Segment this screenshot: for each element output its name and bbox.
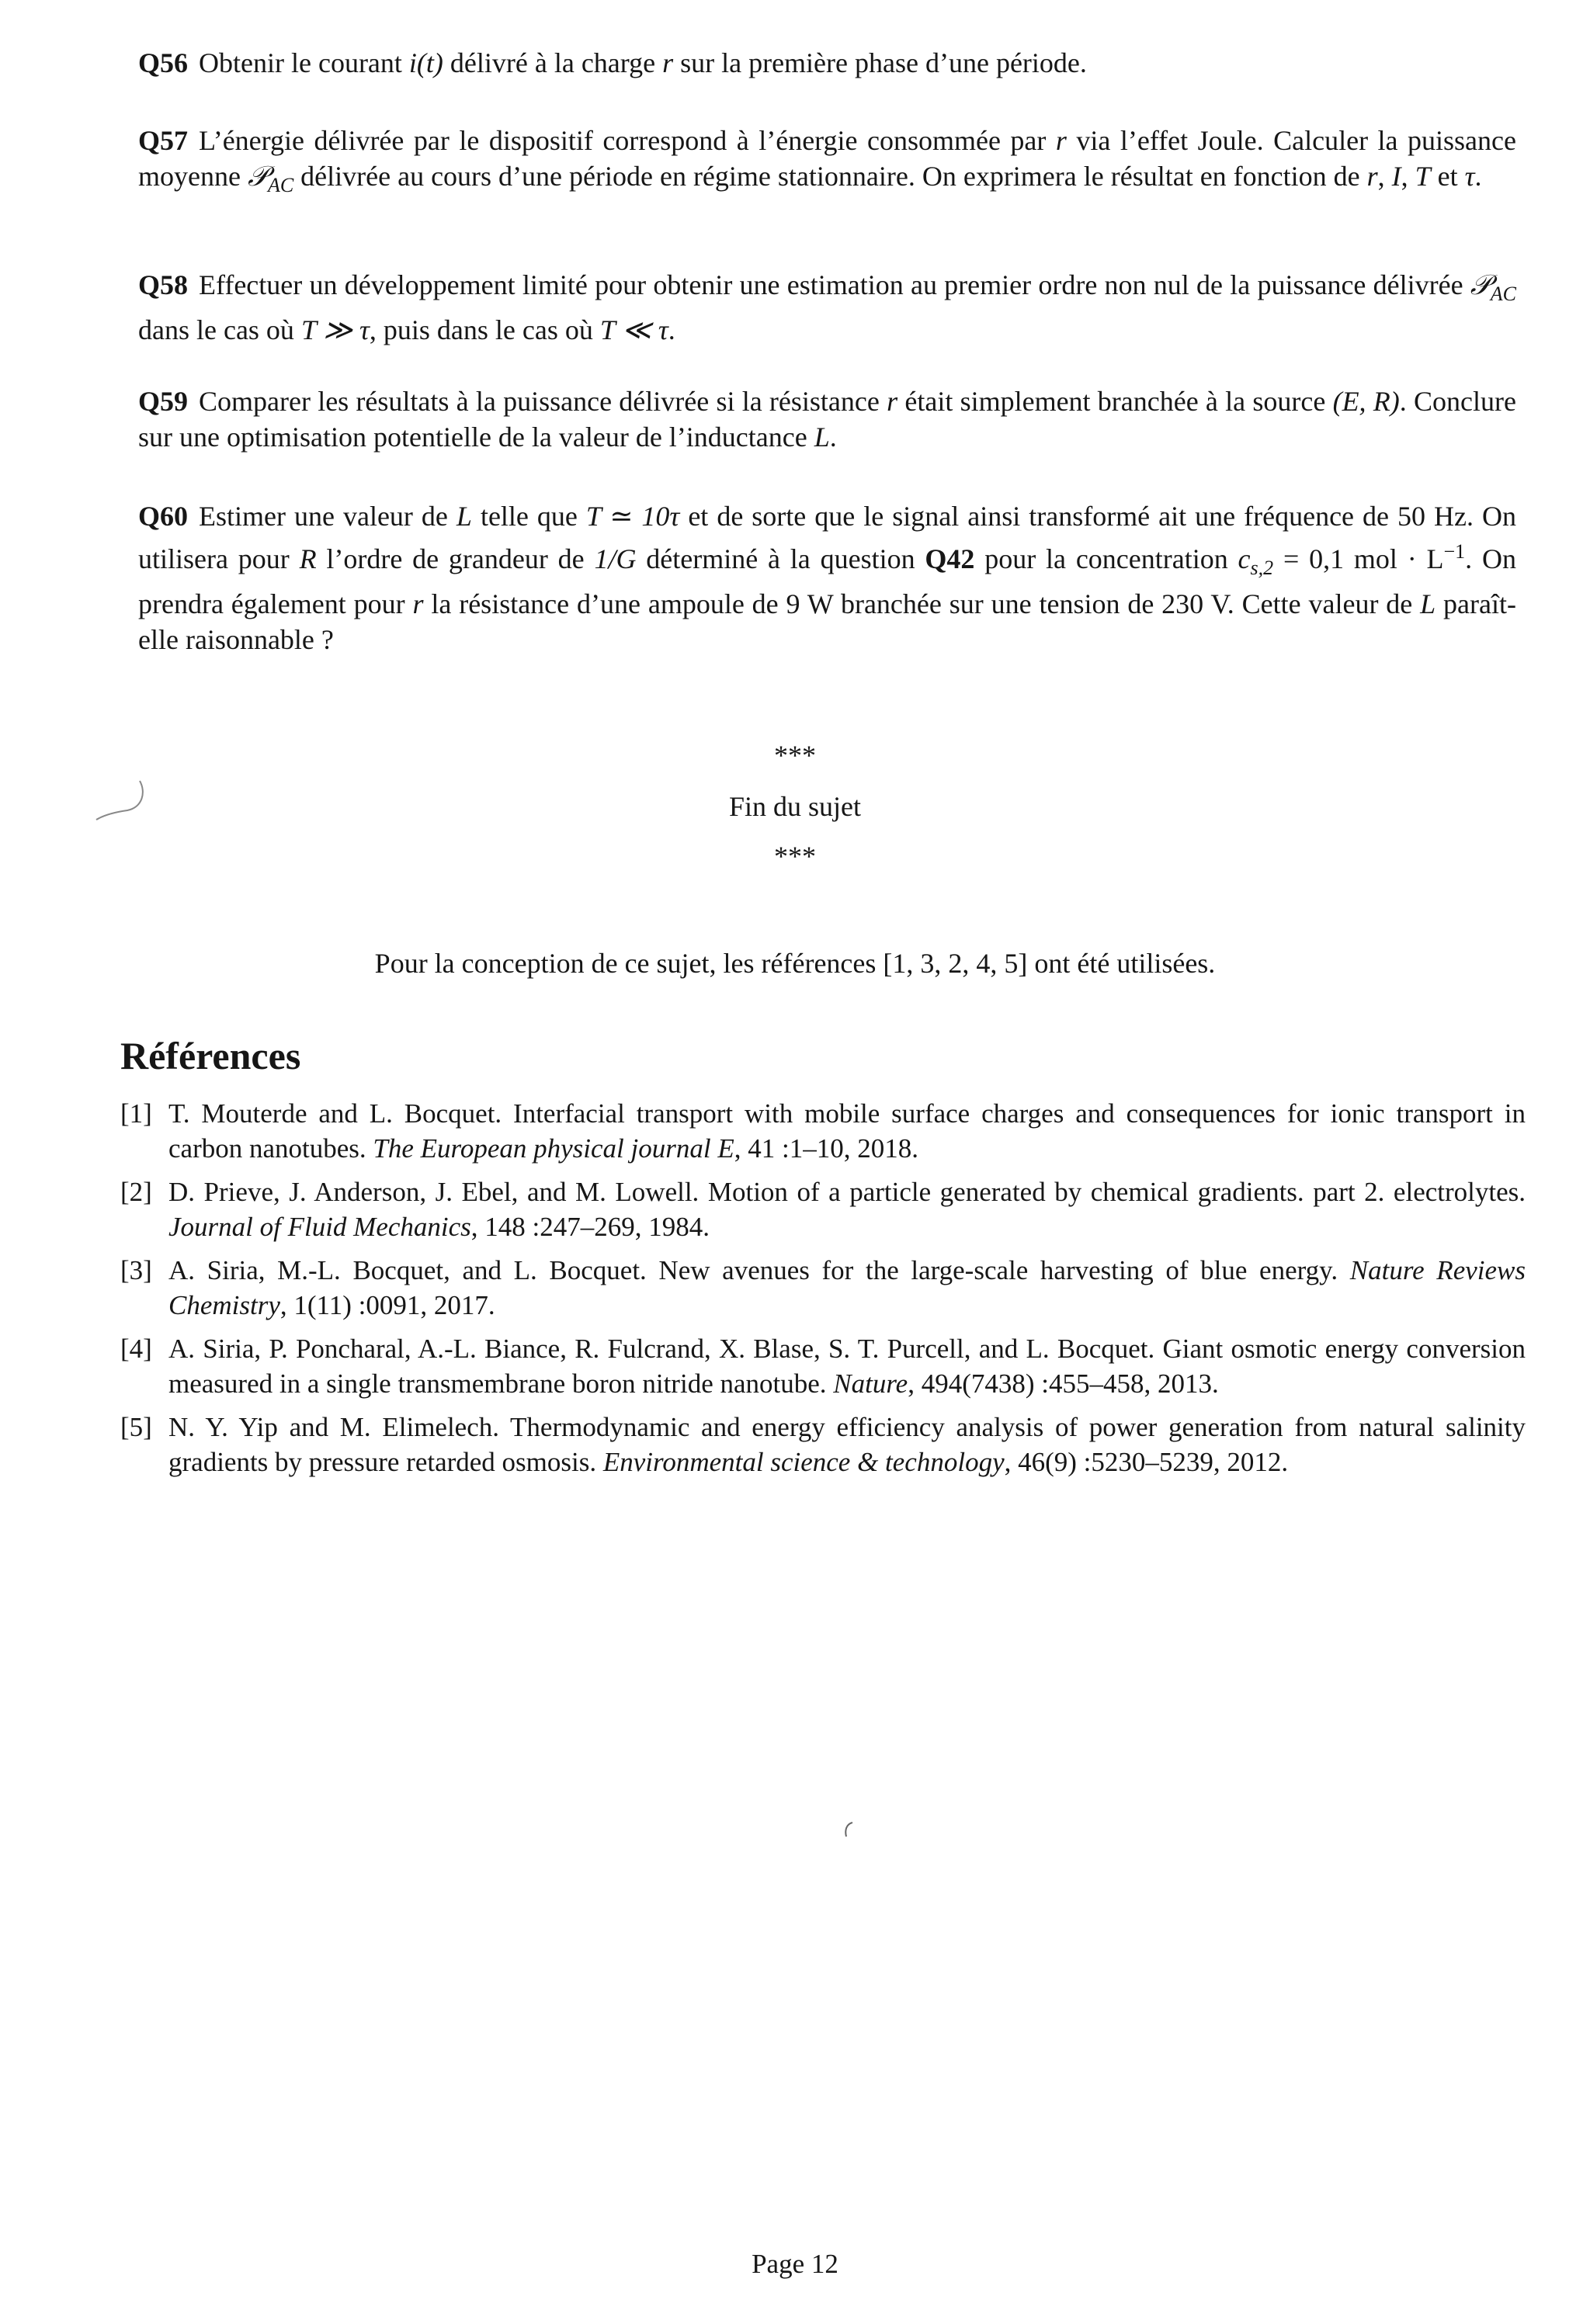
- math-symbol: i(t): [408, 47, 443, 78]
- math-symbol: T ≃ 10τ: [585, 501, 680, 532]
- math-superscript: −1: [1443, 540, 1466, 563]
- reference-text: [168, 1253, 1526, 1323]
- reference-number: [2]: [120, 1177, 152, 1207]
- reference-number: [5]: [120, 1412, 152, 1442]
- question-q57: [138, 123, 1516, 203]
- math-symbol: r: [662, 47, 674, 78]
- reference-item: [120, 1410, 1526, 1479]
- pen-mark: [838, 1818, 862, 1841]
- text-run: et de sorte que le signal ainsi transformé ait une fréquence de 50 Hz. On utilisera pour: [138, 501, 1516, 574]
- math-symbol: L: [814, 421, 830, 453]
- reference-item: [120, 1096, 1526, 1166]
- reference-authors-title: D. Prieve, J. Anderson, J. Ebel, and M. Lowell. Motion of a particle generated by chemical gradients. part 2. electrolytes.: [168, 1177, 1526, 1207]
- math-symbol: T ≪ τ: [599, 314, 668, 346]
- text-run: ,: [1401, 161, 1415, 192]
- question-q56: [138, 45, 1516, 81]
- question-number: Q60: [138, 501, 189, 532]
- text-run: ,: [1377, 161, 1392, 192]
- question-reference: Q42: [925, 543, 975, 574]
- text-run: déterminé à la question: [636, 543, 925, 574]
- question-text: [138, 501, 1516, 655]
- question-q58: [138, 267, 1516, 348]
- end-text: Fin du sujet: [728, 791, 861, 822]
- text-run: dans le cas où: [138, 314, 301, 346]
- page-number: Page 12: [752, 2249, 838, 2279]
- math-symbol: T: [1415, 161, 1431, 192]
- text-run: Comparer les résultats à la puissance délivrée si la résistance: [199, 386, 887, 417]
- reference-item: [120, 1253, 1526, 1323]
- text-run: Obtenir le courant: [199, 47, 409, 78]
- math-symbol: 𝒫: [247, 161, 268, 192]
- text-run: via l’effet Joule. Calculer la puissance moyenne: [138, 125, 1516, 192]
- math-symbol: I: [1391, 161, 1401, 192]
- text-run: et: [1430, 161, 1465, 192]
- text-run: délivrée au cours d’une période en régime stationnaire. On exprimera le résultat en fonction de: [293, 161, 1367, 192]
- reference-authors-title: A. Siria, P. Poncharal, A.-L. Biance, R. Fulcrand, X. Blase, S. T. Purcell, and L. Bocquet. Giant osmotic energy conversion measured in a single transmembrane boron nitride nanotube.: [168, 1334, 1526, 1399]
- reference-number: [4]: [120, 1334, 152, 1364]
- reference-details: , 1(11) :0091, 2017.: [279, 1290, 495, 1320]
- math-symbol: r: [887, 386, 898, 417]
- question-text: [138, 386, 1516, 453]
- math-subscript: AC: [267, 174, 294, 197]
- question-q59: [138, 383, 1516, 455]
- text-run: la résistance d’une ampoule de 9 W branchée sur une tension de 230 V. Cette valeur de: [423, 588, 1421, 620]
- text-run: Effectuer un développement limité pour obtenir une estimation au premier ordre non nul de la puissance délivrée: [199, 269, 1470, 300]
- text-run: .: [829, 421, 837, 453]
- math-symbol: τ: [1464, 161, 1475, 192]
- math-symbol: r: [1055, 125, 1067, 156]
- math-symbol: R: [299, 543, 317, 574]
- references-list: [120, 1096, 1526, 1488]
- reference-details: , 46(9) :5230–5239, 2012.: [1004, 1447, 1289, 1477]
- references-title: Références: [120, 1034, 301, 1077]
- reference-item: [120, 1174, 1526, 1244]
- math-subscript: AC: [1490, 283, 1516, 306]
- text-run: Estimer une valeur de: [199, 501, 457, 532]
- reference-text: [168, 1096, 1526, 1166]
- reference-details: , 148 :247–269, 1984.: [470, 1212, 710, 1242]
- text-run: L’énergie délivrée par le dispositif correspond à l’énergie consommée par: [199, 125, 1056, 156]
- math-symbol: c: [1238, 543, 1251, 574]
- reference-venue: The European physical journal E: [373, 1133, 734, 1164]
- reference-venue: Environmental science & technology: [602, 1447, 1005, 1477]
- math-symbol: T ≫ τ: [300, 314, 370, 346]
- text-run: paraît-elle raisonnable ?: [138, 588, 1516, 656]
- reference-item: [120, 1331, 1526, 1401]
- question-text: [138, 125, 1516, 197]
- references-note: Pour la conception de ce sujet, les références [1, 3, 2, 4, 5] ont été utilisées.: [374, 948, 1216, 979]
- math-symbol: 𝒫: [1470, 269, 1491, 300]
- pen-mark: [92, 776, 154, 831]
- reference-details: , 494(7438) :455–458, 2013.: [908, 1368, 1219, 1399]
- text-run: délivré à la charge: [443, 47, 663, 78]
- math-symbol: L: [456, 501, 472, 532]
- reference-text: [168, 1331, 1526, 1401]
- text-run: l’ordre de grandeur de: [316, 543, 595, 574]
- reference-venue: Journal of Fluid Mechanics: [168, 1212, 471, 1242]
- reference-text: [168, 1410, 1526, 1479]
- reference-number: [1]: [120, 1098, 152, 1129]
- reference-authors-title: A. Siria, M.-L. Bocquet, and L. Bocquet. New avenues for the large-scale harvesting of blue energy.: [168, 1255, 1350, 1285]
- text-run: .: [668, 314, 675, 346]
- question-number: Q58: [138, 269, 189, 300]
- text-run: était simplement branchée à la source: [897, 386, 1333, 417]
- reference-text: [168, 1174, 1526, 1244]
- math-symbol: r: [1366, 161, 1378, 192]
- question-text: [138, 269, 1516, 345]
- question-number: Q59: [138, 386, 189, 417]
- reference-authors-title: N. Y. Yip and M. Elimelech. Thermodynamic and energy efficiency analysis of power generation from natural salinity gradients by pressure retarded osmosis.: [168, 1412, 1526, 1477]
- question-q60: [138, 498, 1516, 657]
- text-run: . Conclure sur une optimisation potentielle de la valeur de l’inductance: [138, 386, 1516, 453]
- math-symbol: (E, R): [1332, 386, 1400, 417]
- text-run: . On prendra également pour: [138, 543, 1516, 620]
- reference-venue: Nature Reviews Chemistry: [168, 1255, 1526, 1320]
- question-number: Q57: [138, 125, 189, 156]
- reference-venue: Nature: [833, 1368, 908, 1399]
- reference-authors-title: T. Mouterde and L. Bocquet. Interfacial transport with mobile surface charges and consequences for ionic transport in carbon nanotubes.: [168, 1098, 1526, 1164]
- text-run: , puis dans le cas où: [369, 314, 600, 346]
- math-symbol: L: [1420, 588, 1436, 620]
- question-number: Q56: [138, 47, 189, 78]
- math-symbol: 1/G: [594, 543, 637, 574]
- separator-bottom: ***: [774, 841, 816, 872]
- reference-details: , 41 :1–10, 2018.: [734, 1133, 918, 1164]
- reference-number: [3]: [120, 1255, 152, 1285]
- separator-top: ***: [774, 740, 816, 771]
- text-run: .: [1474, 161, 1482, 192]
- question-text: [199, 47, 1087, 78]
- text-run: pour la concentration: [974, 543, 1238, 574]
- text-run: sur la première phase d’une période.: [673, 47, 1087, 78]
- text-run: = 0,1 mol · L: [1273, 543, 1444, 574]
- math-symbol: r: [412, 588, 424, 620]
- text-run: telle que: [471, 501, 586, 532]
- math-subscript: s,2: [1250, 557, 1274, 580]
